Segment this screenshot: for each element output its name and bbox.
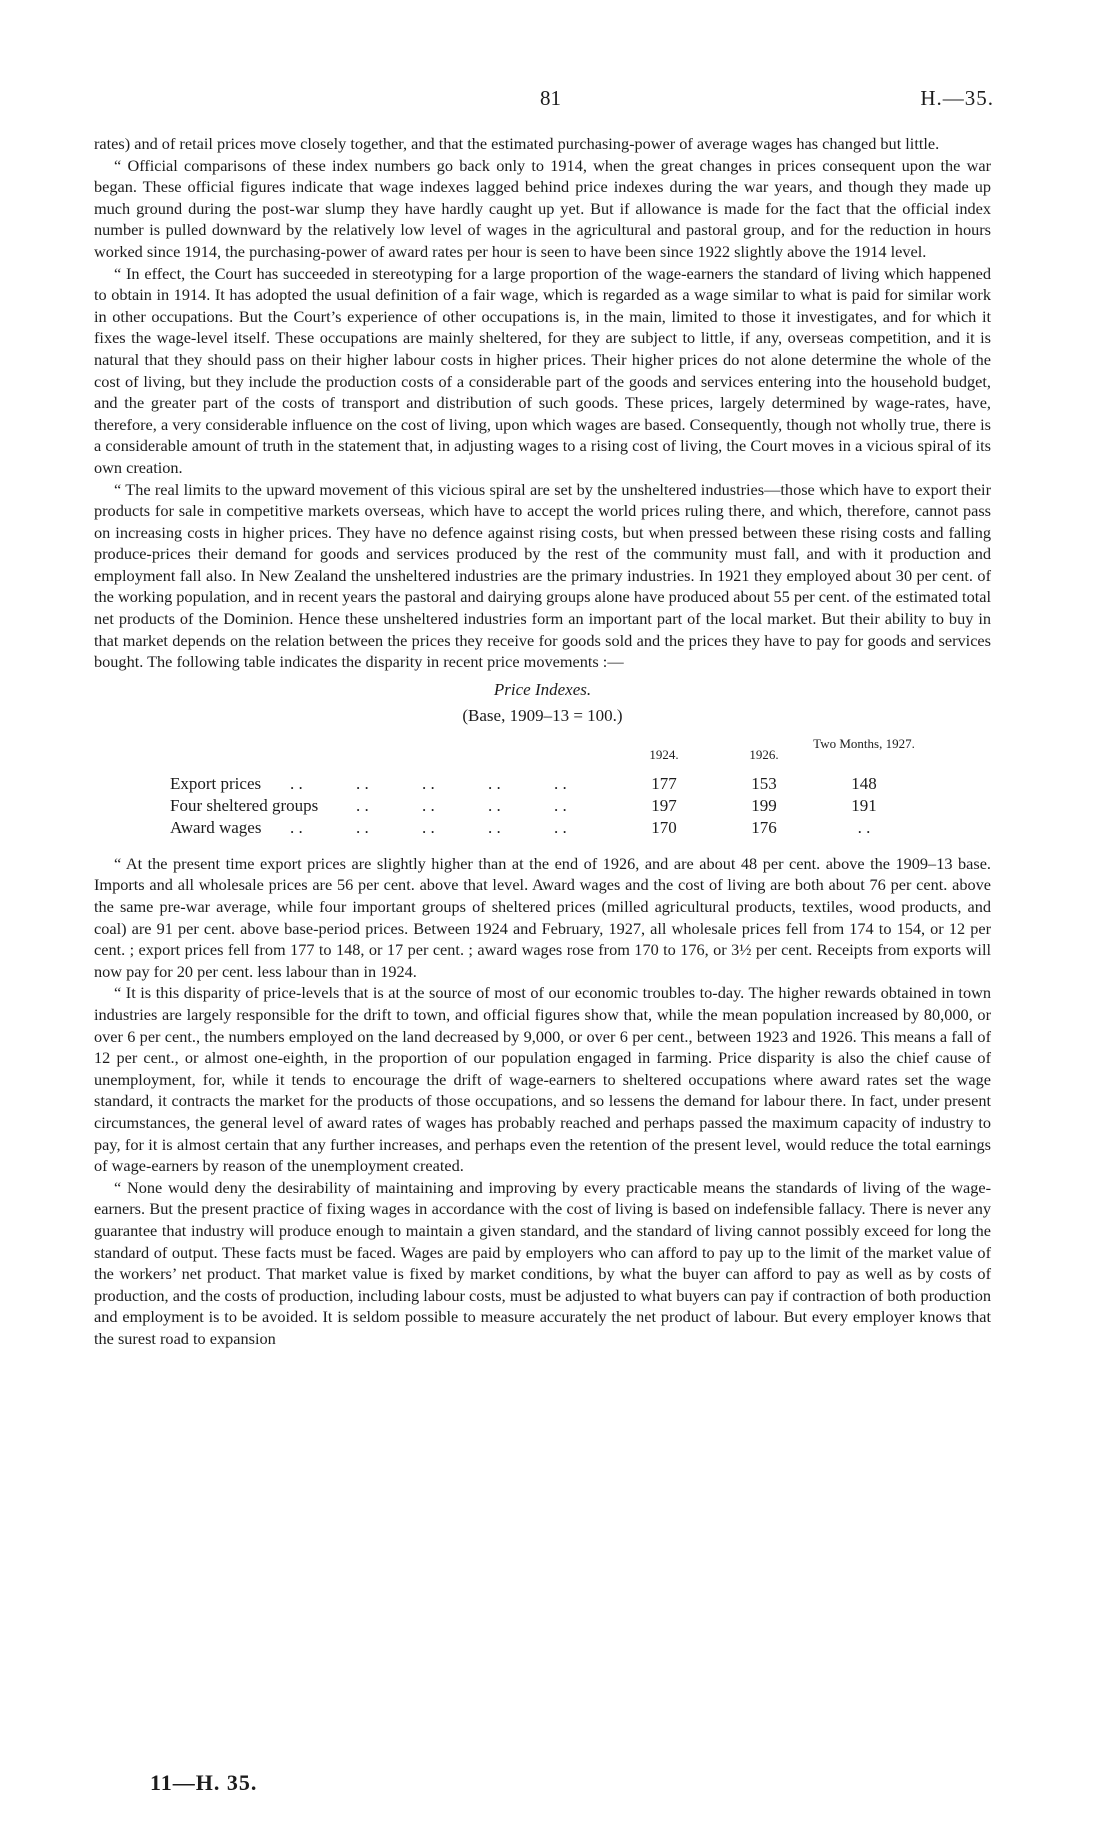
body-text bbox=[94, 133, 991, 1350]
row-label: Four sheltered groups bbox=[170, 795, 319, 815]
paragraph: “ The real limits to the upward movement of this vicious spiral are set by the unsheltered industries—those which have to export their products for sale in competitive markets overseas, which have to accept the world prices ruling there, and which, therefore, cannot pass on increasing costs in higher prices. They have no defence against rising costs, but when pressed between these rising costs and falling produce-prices their demand for goods and services produced by the rest of the community must fall, and with it production and employment fall also. In New Zealand the unsheltered industries are the primary industries. In 1921 they employed about 30 per cent. of the working population, and in recent years the pastoral and dairying groups alone have produced about 55 per cent. of the estimated total net products of the Dominion. Hence these unsheltered industries form an important part of the local market. But their ability to buy in that market depends on the relation between the prices they receive for goods sold and the prices they have to pay for goods and services bought. The following table indicates the disparity in recent price movements :— bbox=[94, 479, 991, 672]
row-label: Award wages bbox=[170, 817, 262, 837]
table-cell: 199 bbox=[751, 795, 777, 815]
document-reference: H.—35. bbox=[920, 86, 994, 110]
table-cell: 170 bbox=[651, 817, 677, 837]
table-cell: 176 bbox=[751, 817, 777, 837]
paragraph: rates) and of retail prices move closely together, and that the estimated purchasing-power of average wages has changed but little. bbox=[94, 134, 940, 153]
leader-dots: . . bbox=[422, 795, 435, 815]
paragraph: “ It is this disparity of price-levels that is at the source of most of our economic troubles to-day. The higher rewards obtained in town industries are largely responsible for the drift to town, and official figures show that, while the mean population increased by 80,000, or over 6 per cent., the numbers employed on the land decreased by 9,000, or over 6 per cent., between 1923 and 1926. This means a fall of 12 per cent., or almost one-eighth, in the proportion of our population engaged in farming. Price disparity is also the chief cause of unemployment, for, while it tends to encourage the drift of wage-earners to sheltered occupations where award rates set the wage standard, it contracts the market for the products of those occupations, and so lessens the demand for labour there. In fact, under present circumstances, the general level of award rates of wages has probably reached and perhaps passed the maximum capacity of industry to pay, for it is almost certain that any further increases, and perhaps even the retention of the present level, would reduce the total earnings of wage-earners by reason of the unemployment created. bbox=[94, 983, 991, 1176]
leader-dots: . . bbox=[488, 773, 501, 793]
table-title: Price Indexes. bbox=[493, 679, 592, 699]
sheet-reference: 11—H. 35. bbox=[150, 1770, 258, 1795]
column-header-two-months-1927: Two Months, 1927. bbox=[813, 735, 915, 751]
paragraph: “ Official comparisons of these index numbers go back only to 1914, when the great changes in prices consequent upon the war began. These official figures indicate that wage indexes lagged behind price indexes during the war years, and though they made up much ground during the post-war slump they have hardly caught up yet. But if allowance is made for the fact that the official index number is pulled downward by the relatively low level of wages in the agricultural and pastoral group, and for the reduction in hours worked since 1914, the purchasing-power of award rates per hour is seen to have been since 1922 slightly above the 1914 level. bbox=[94, 155, 991, 261]
paragraph: “ At the present time export prices are slightly higher than at the end of 1926, and are about 48 per cent. above the 1909–13 base. Imports and all wholesale prices are 56 per cent. above that level. Award wages and the cost of living are both about 76 per cent. above the same pre-war average, while four important groups of sheltered prices (milled agricultural products, textiles, wood products, and coal) are 91 per cent. above base-period prices. Between 1924 and February, 1927, all wholesale prices fell from 174 to 154, or 12 per cent. ; export prices fell from 177 to 148, or 17 per cent. ; award wages rose from 170 to 176, or 3½ per cent. Receipts from exports will now pay for 20 per cent. less labour than in 1924. bbox=[94, 853, 991, 981]
table-cell: . . bbox=[857, 817, 871, 837]
leader-dots: . . bbox=[554, 795, 567, 815]
leader-dots: . . bbox=[554, 817, 567, 837]
leader-dots: . . bbox=[290, 817, 303, 837]
leader-dots: . . bbox=[488, 817, 501, 837]
leader-dots: . . bbox=[422, 773, 435, 793]
leader-dots: . . bbox=[488, 795, 501, 815]
table-row bbox=[170, 795, 970, 817]
table-cell: 197 bbox=[651, 795, 677, 815]
leader-dots: . . bbox=[554, 773, 567, 793]
price-indexes-table bbox=[94, 679, 991, 849]
paragraph: “ None would deny the desirability of maintaining and improving by every practicable means the standards of living of the wage-earners. But the present practice of fixing wages in accordance with the cost of living is based on indefensible fallacy. There is never any guarantee that industry will produce enough to maintain a given standard, and the standard of living cannot possibly exceed for long the standard of output. These facts must be faced. Wages are paid by employers who can afford to pay up to the limit of the market value of the workers’ net product. That market value is fixed by market conditions, by what the buyer can afford to pay as well as by costs of production, and the costs of production, including labour costs, must be adjusted to what buyers can pay if contraction of both production and employment is to be avoided. It is seldom possible to measure accurately the net product of labour. But every employer knows that the surest road to expansion bbox=[94, 1177, 991, 1348]
paragraph: “ In effect, the Court has succeeded in stereotyping for a large proportion of the wage-earners the standard of living which happened to obtain in 1914. It has adopted the usual definition of a fair wage, which is regarded as a wage similar to what is paid for similar work in other occupations. But the Court’s experience of other occupations is, in the main, limited to those it investigates, and for which it fixes the wage-level itself. These occupations are mainly sheltered, for they are subject to little, if any, overseas competition, and it is natural that they should pass on their higher labour costs in higher prices. Their higher prices do not alone determine the whole of the cost of living, but they include the production costs of a considerable part of the goods and services entering into the household budget, and the greater part of the costs of transport and distribution of such goods. These prices, largely determined by wage-rates, have, therefore, a very considerable influence on the cost of living, upon which wages are based. Consequently, though not wholly true, there is a considerable amount of truth in the statement that, in adjusting wages to a rising cost of living, the Court moves in a vicious spiral of its own creation. bbox=[94, 263, 991, 477]
leader-dots: . . bbox=[356, 773, 369, 793]
table-base-note: (Base, 1909–13 = 100.) bbox=[462, 705, 623, 725]
leader-dots: . . bbox=[356, 795, 369, 815]
leader-dots: . . bbox=[422, 817, 435, 837]
table-cell: 191 bbox=[851, 795, 877, 815]
leader-dots: . . bbox=[356, 817, 369, 837]
row-label: Export prices bbox=[170, 773, 262, 793]
table-row bbox=[170, 773, 970, 795]
leader-dots: . . bbox=[290, 773, 303, 793]
table-cell: 153 bbox=[751, 773, 777, 793]
column-header-1926: 1926. bbox=[749, 746, 779, 762]
page-number: 81 bbox=[540, 86, 561, 110]
table-cell: 148 bbox=[851, 773, 877, 793]
column-header-1924: 1924. bbox=[649, 746, 679, 762]
table-row bbox=[170, 817, 970, 839]
table-cell: 177 bbox=[651, 773, 677, 793]
